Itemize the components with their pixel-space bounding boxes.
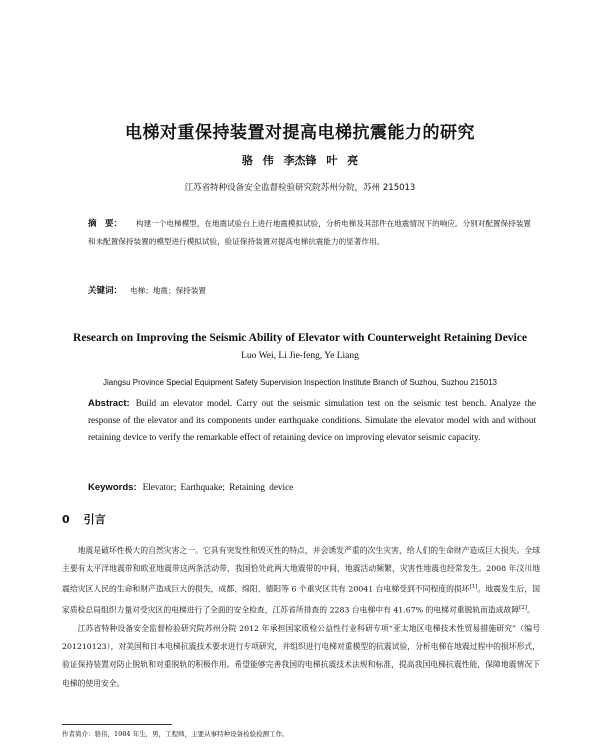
abstract-english: [88, 395, 536, 446]
abstract-english-label: Abstract:: [88, 398, 130, 409]
abstract-chinese: [88, 215, 536, 250]
section-heading-introduction: [62, 511, 106, 527]
section-number: 0: [62, 513, 70, 526]
footnote-divider: [62, 724, 172, 725]
body-p1-part-b: 。地震发生后，国家质检总局组织力量对受灾区的电梯进行了全面的安全检查，江苏省所排查的 2283 台电梯中有 41.67% 的电梯对重脱轨而造成故障: [62, 585, 540, 615]
body-paragraph-1: [62, 542, 540, 620]
keywords-english: [88, 482, 536, 493]
keywords-english-label: Keywords:: [88, 482, 137, 493]
title-chinese: 电梯对重保持装置对提高电梯抗震能力的研究: [125, 123, 475, 143]
keywords-chinese-text: 电梯；地震；保持装置: [130, 286, 206, 295]
authors-english: Luo Wei, Li Jie-feng, Ye Liang: [241, 351, 359, 361]
affiliation-chinese: 江苏省特种设备安全监督检验研究院苏州分院，苏州 215013: [184, 183, 416, 193]
citation-ref-1: [1]: [469, 584, 478, 591]
footnote-author-bio: 作者简介：骆伟，1984 年生，男，工程师，主要从事特种设备检验检测工作。: [62, 730, 289, 738]
citation-ref-2: [2]: [519, 605, 527, 612]
title-english: Research on Improving the Seismic Ability of Elevator with Counterweight Retaining Device: [73, 332, 527, 344]
keywords-chinese-label: 关键词：: [88, 286, 123, 296]
body-text: [62, 542, 540, 693]
body-p1-part-a: 地震是破坏性极大的自然灾害之一。它具有突发性和毁灭性的特点，并会诱发严重的次生灾害，给人们的生命财产造成巨大损失。全球主要有太平洋地震带和欧亚地震带这两条活动带，我国恰处此两大地震带的中间，地震活动频繁，灾害性地震也经常发生。2008 年汶川地震给灾区人民的生命和财产造成巨大的损失，成都、绵阳、德阳等 6 个重灾区共有 20041 台电梯受到不同程度的损坏: [62, 546, 540, 594]
body-p1-part-c: 。: [526, 605, 535, 615]
affiliation-english: Jiangsu Province Special Equipment Safety Supervision Inspection Institute Branch of Suzhou, Suzhou 215013: [102, 378, 498, 387]
abstract-chinese-label: 摘 要：: [88, 219, 123, 229]
body-paragraph-2: 江苏省特种设备安全监督检验研究院苏州分院 2012 年承担国家质检公益性行业科研专项“亚太地区电梯技术性贸易措施研究”（编号 201210123），对美国和日本电梯抗震技术要求进行专项研究，并组织进行电梯对重模型的抗震试验，分析电梯在地震过程中的损坏形式，验证保持装置对防止脱轨和对重脱轨的积极作用。希望能够完善我国的电梯抗震技术法规和标准，提高我国电梯抗震性能，保障地震情况下电梯的使用安全。: [62, 624, 540, 688]
abstract-chinese-text: 构建一个电梯模型，在地震试验台上进行地震模拟试验，分析电梯及其部件在地震情况下的响应。分别对配置保持装置和未配置保持装置的模型进行模拟试验，验证保持装置对提高电梯抗震能力的显著作用。: [88, 219, 531, 246]
abstract-english-text: Build an elevator model. Carry out the seismic simulation test on the seismic test bench. Analyze the response of the elevator and its components under earthquake conditions. Simulate the elevator model with and without retaining device to verify the remarkable effect of retaining device on improving elevator seismic capacity.: [88, 398, 536, 442]
authors-chinese: 骆 伟 李杰锋 叶 亮: [241, 154, 359, 167]
keywords-chinese: [88, 284, 536, 296]
section-title: 引言: [83, 513, 106, 526]
keywords-english-text: Elevator; Earthquake; Retaining device: [142, 482, 294, 492]
